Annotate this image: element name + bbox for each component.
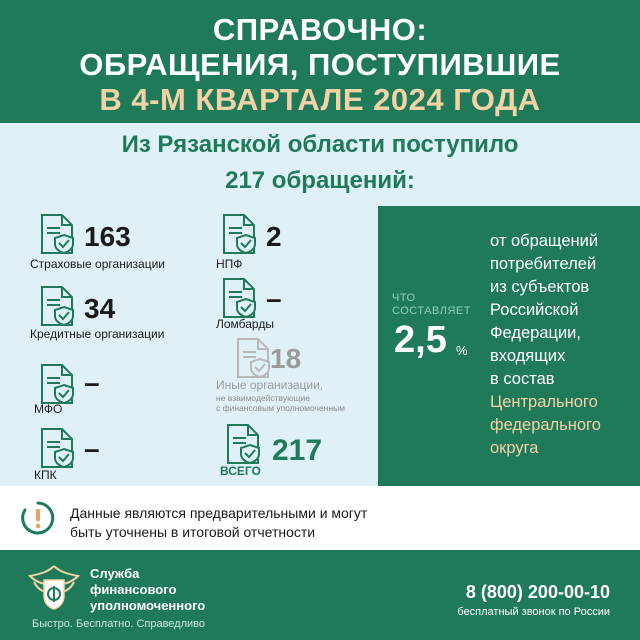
slogan: Быстро. Бесплатно. Справедливо bbox=[32, 618, 205, 630]
share-desc-gold-line: федерального bbox=[490, 416, 601, 434]
npf-count: 2 bbox=[266, 221, 282, 252]
total-label: ВСЕГО bbox=[220, 464, 261, 478]
note-line2: быть уточнены в итоговой отчетности bbox=[70, 524, 316, 540]
hotline-note: бесплатный звонок по России bbox=[457, 606, 610, 618]
share-desc-line: из субъектов bbox=[490, 278, 590, 296]
other-sublabel-2: с финансовым уполномоченным bbox=[216, 403, 346, 413]
insurance-label: Страховые организации bbox=[30, 257, 165, 271]
share-desc-gold-line: округа bbox=[490, 439, 539, 457]
document-check-icon bbox=[222, 214, 256, 254]
share-panel bbox=[378, 206, 640, 486]
share-desc-line: в состав bbox=[490, 370, 555, 388]
share-caption-line1: ЧТО bbox=[392, 292, 416, 304]
org-name-line2: финансового bbox=[90, 582, 177, 597]
share-desc-line: Российской bbox=[490, 301, 579, 319]
pawnshops-count: – bbox=[266, 283, 282, 314]
credit-label: Кредитные организации bbox=[30, 327, 165, 341]
kpk-label: КПК bbox=[34, 468, 57, 482]
lead-line1: Из Рязанской области поступило bbox=[121, 131, 519, 158]
org-name-line3: уполномоченного bbox=[90, 598, 206, 613]
footer bbox=[0, 550, 640, 640]
mfo-count: – bbox=[84, 367, 100, 398]
pawnshops-label: Ломбарды bbox=[216, 317, 274, 331]
other-count: 18 bbox=[270, 343, 302, 374]
header-title-line3: В 4-М КВАРТАЛЕ 2024 ГОДА bbox=[99, 82, 541, 117]
share-desc-gold-line: Центрального bbox=[490, 393, 598, 411]
total-count: 217 bbox=[272, 434, 323, 467]
warning-icon bbox=[20, 500, 56, 536]
other-label: Иные организации, bbox=[216, 378, 324, 392]
header-title-line1: СПРАВОЧНО: bbox=[212, 12, 428, 47]
npf-label: НПФ bbox=[216, 257, 243, 271]
hotline-phone[interactable]: 8 (800) 200-00-10 bbox=[465, 582, 610, 602]
share-unit: % bbox=[456, 343, 468, 358]
document-check-icon bbox=[222, 278, 256, 318]
document-check-icon bbox=[40, 428, 74, 468]
org-name-line1: Служба bbox=[90, 566, 140, 581]
document-check-icon bbox=[40, 364, 74, 404]
org-name bbox=[90, 566, 205, 614]
emblem-logo-icon bbox=[26, 562, 82, 612]
share-desc-line: от обращений bbox=[490, 232, 599, 250]
lead-line2: 217 обращений: bbox=[225, 167, 415, 194]
note-line1: Данные являются предварительными и могут bbox=[70, 505, 368, 521]
lead-band bbox=[0, 123, 640, 206]
document-check-icon bbox=[40, 214, 74, 254]
document-check-icon bbox=[236, 338, 270, 378]
insurance-count: 163 bbox=[84, 221, 131, 252]
header-title-line2: ОБРАЩЕНИЯ, ПОСТУПИВШИЕ bbox=[79, 47, 561, 82]
share-description bbox=[490, 230, 601, 460]
share-desc-line: Федерации, bbox=[490, 324, 581, 342]
note-text bbox=[70, 504, 367, 542]
header-banner bbox=[0, 0, 640, 123]
document-check-icon bbox=[226, 424, 260, 464]
share-desc-line: входящих bbox=[490, 347, 566, 365]
mfo-label: МФО bbox=[34, 402, 63, 416]
breakdown-panel bbox=[0, 206, 378, 486]
share-value: 2,5 bbox=[394, 319, 447, 361]
kpk-count: – bbox=[84, 433, 100, 464]
document-check-icon bbox=[40, 286, 74, 326]
credit-count: 34 bbox=[84, 293, 116, 324]
share-caption-line2: СОСТАВЛЯЕТ bbox=[392, 305, 471, 317]
disclaimer-note bbox=[0, 486, 640, 550]
other-sublabel-1: не взаимодействующие bbox=[216, 393, 310, 403]
share-desc-line: потребителей bbox=[490, 255, 597, 273]
